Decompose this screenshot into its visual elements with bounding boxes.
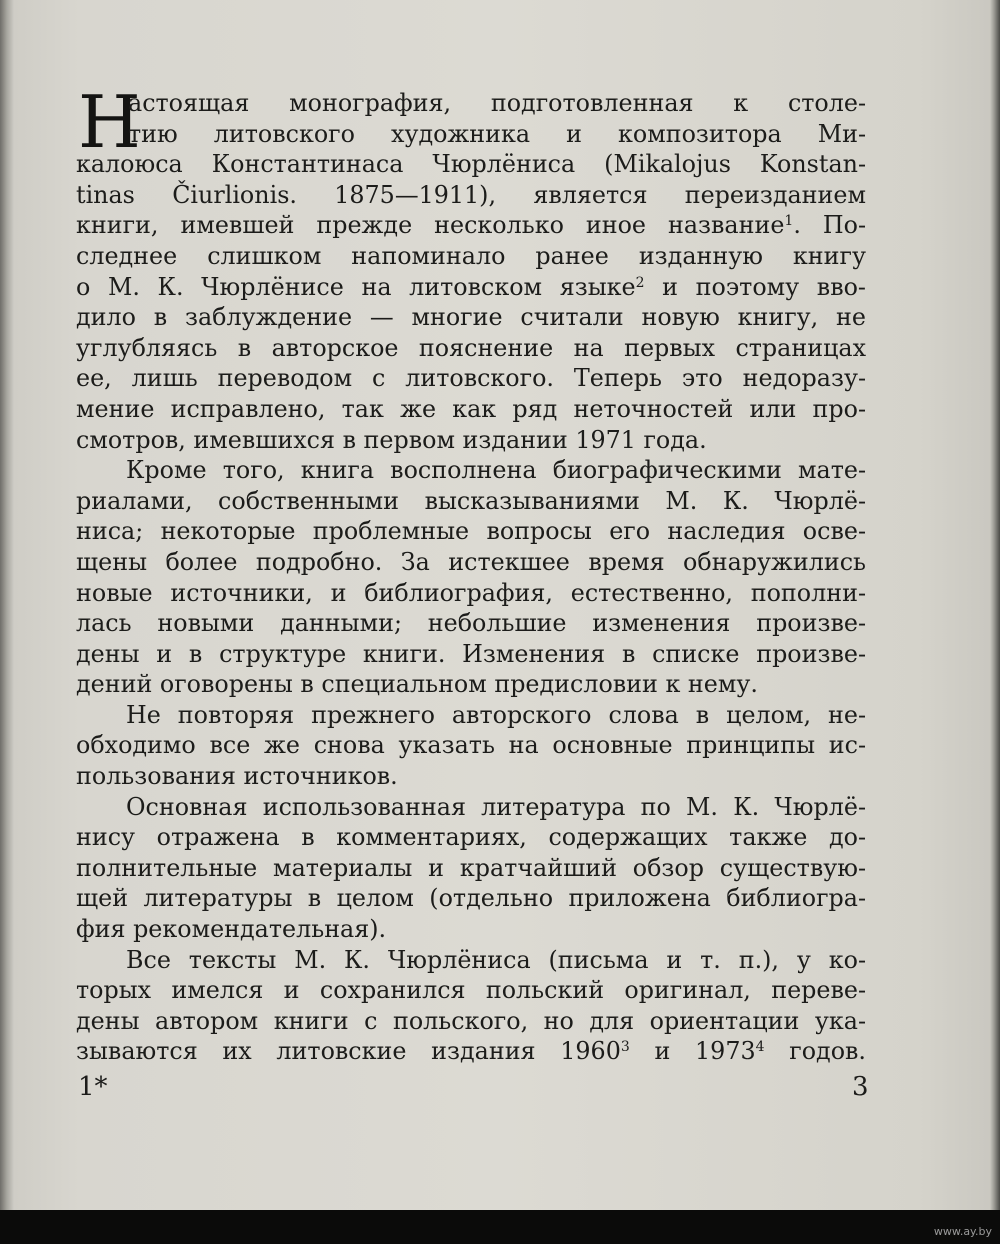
text-line: щены более подробно. За истекшее время обнаружились (76, 547, 866, 576)
text-line: нису отражена в комментариях, содержащих также до- (76, 823, 866, 852)
page-edge-shadow-right (990, 0, 1000, 1210)
page-edge-shadow-left (0, 0, 14, 1210)
text-line: Кроме того, книга восполнена биографическими мате- (126, 456, 866, 485)
text-line: тию литовского художника и композитора Ми- (128, 119, 866, 148)
text-line: ее, лишь переводом с литовского. Теперь это недоразу- (76, 364, 866, 393)
text-line: фия рекомендательная). (76, 915, 387, 944)
text-line: зываются их литовские издания 1960$^3$ и 1973$^4$ годов. (76, 1037, 866, 1066)
footnote-ref: 1 (784, 213, 794, 230)
text-line: Не повторяя прежнего авторского слова в целом, не- (126, 700, 866, 729)
text-line: полнительные материалы и кратчайший обзор существую- (76, 853, 866, 882)
text-line: о М. К. Чюрлёнисе на литовском языке$^2$ и поэтому вво- (76, 272, 866, 301)
text-line: астоящая монография, подготовленная к столе- (128, 89, 866, 117)
text-line: обходимо все же снова указать на основные принципы ис- (76, 731, 866, 760)
text-line: ниса; некоторые проблемные вопросы его наследия осве- (76, 517, 866, 546)
text-line: лась новыми данными; небольшие изменения произве- (76, 609, 866, 638)
text-line: Основная использованная литература по М. К. Чюрлё- (126, 792, 866, 821)
text-line: калоюса Константинаса Чюрлёниса (Mikalojus Konstan- (76, 150, 866, 179)
text-line: риалами, собственными высказываниями М. К. Чюрлё- (76, 486, 866, 515)
text-line: дило в заблуждение — многие считали новую книгу, не (76, 303, 866, 332)
footnote-ref: 4 (755, 1039, 765, 1056)
page-number: 3 (852, 1072, 869, 1102)
text-line: пользования источников. (76, 762, 398, 791)
watermark: www.ay.by (933, 1225, 992, 1238)
text-line: углубляясь в авторское пояснение на первых страницах (76, 333, 866, 362)
text-line: щей литературы в целом (отдельно приложена библиогра- (76, 884, 866, 913)
text-line: дений оговорены в специальном предисловии к нему. (76, 670, 758, 699)
text-line: книги, имевшей прежде несколько иное название$^1$. По- (76, 211, 866, 240)
text-line: мение исправлено, так же как ряд неточностей или про- (76, 394, 866, 423)
drop-cap: Н (78, 80, 141, 164)
text-line: следнее слишком напоминало ранее изданную книгу (76, 241, 866, 270)
text-line: Все тексты М. К. Чюрлёниса (письма и т. п.), у ко- (126, 945, 866, 974)
text-line: смотров, имевшихся в первом издании 1971 года. (76, 425, 707, 454)
text-line: новые источники, и библиография, естественно, пополни- (76, 578, 866, 607)
body-text (76, 80, 866, 1067)
footnote-ref: 3 (620, 1039, 630, 1056)
signature-mark: 1* (78, 1072, 108, 1102)
text-line: торых имелся и сохранился польский оригинал, переве- (76, 976, 866, 1005)
text-line: tinas Čiurlionis. 1875—1911), является переизданием (76, 180, 866, 209)
text-line: дены автором книги с польского, но для ориентации ука- (76, 1006, 866, 1035)
footnote-ref: 2 (635, 274, 645, 291)
text-line: дены и в структуре книги. Изменения в списке произве- (76, 639, 866, 668)
